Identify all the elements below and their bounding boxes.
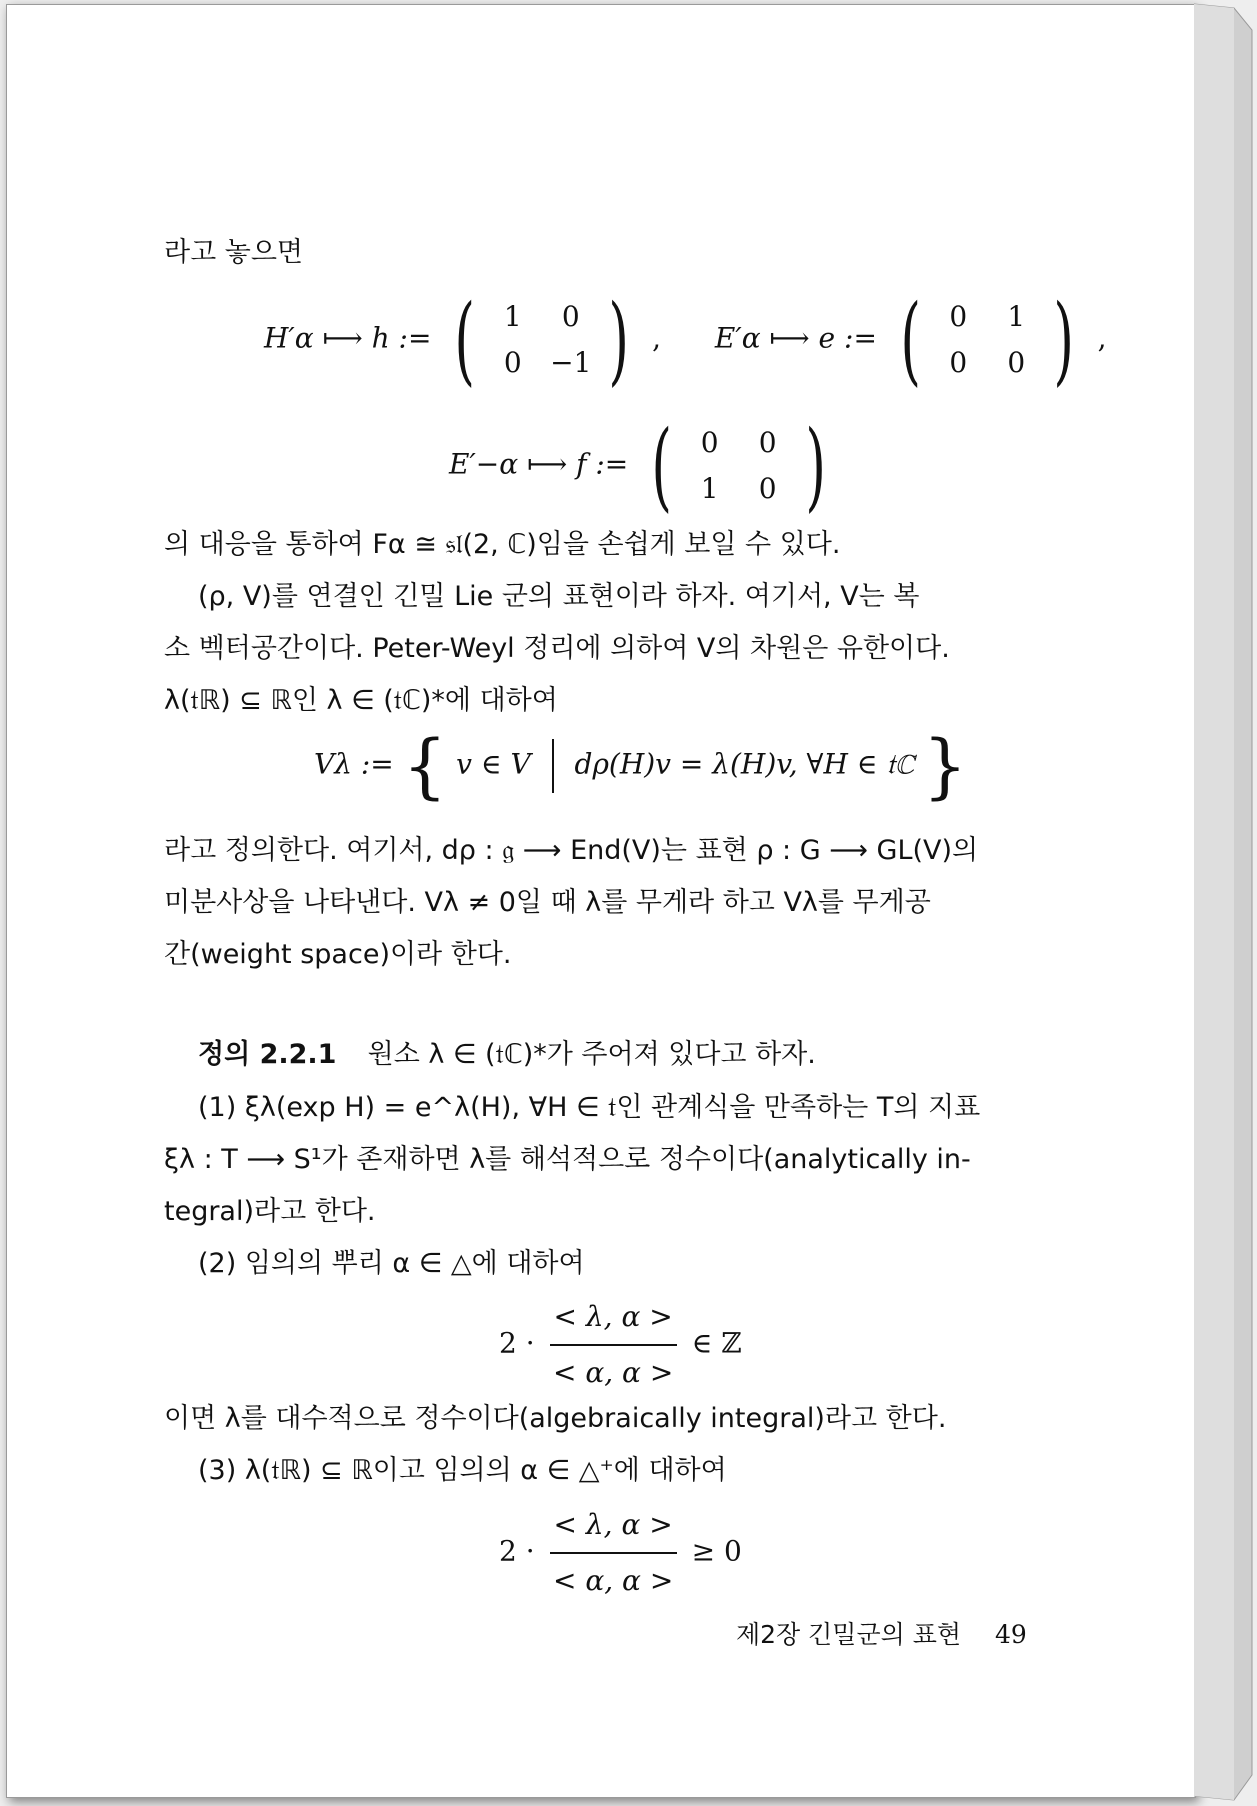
equation-weight-space: Vλ := { v ∈ V dρ(H)v = λ(H)v, ∀H ∈ 𝔱ℂ }	[314, 725, 968, 807]
matrix-h-cell: 1	[503, 300, 522, 333]
matrix-f-cell: 1	[700, 472, 719, 505]
eq1-b-lhs: E′α ⟼ e :=	[714, 321, 877, 355]
text-line-7: 미분사상을 나타낸다. Vλ ≠ 0일 때 λ를 무게라 하고 Vλ를 무게공	[164, 887, 931, 918]
equation-algebraic-integral	[499, 1292, 742, 1398]
eq4-numerator: < λ, α >	[550, 1292, 677, 1346]
matrix-h-cell: 0	[503, 346, 522, 379]
def-item-1a: (1) ξλ(exp H) = e^λ(H), ∀H ∈ 𝔱인 관계식을 만족하는 T의 지표	[198, 1092, 981, 1123]
eq4-pre: 2 ·	[499, 1326, 535, 1360]
page-footer	[736, 1615, 1027, 1651]
eq2-lhs: E′−α ⟼ f :=	[449, 447, 629, 481]
definition-heading	[198, 1030, 816, 1080]
def-item-1c: tegral)라고 한다.	[164, 1196, 376, 1227]
matrix-e-cell: 0	[949, 346, 968, 379]
matrix-f-cell: 0	[758, 426, 777, 459]
definition-label: 정의 2.2.1	[198, 1039, 337, 1070]
text-line-3: (ρ, V)를 연결인 긴밀 Lie 군의 표현이라 하자. 여기서, V는 복	[198, 581, 920, 612]
eq4-post: ∈ ℤ	[691, 1326, 742, 1360]
text-line-4: 소 벡터공간이다. Peter-Weyl 정리에 의하여 V의 차원은 유한이다.	[164, 633, 950, 664]
text-line-5: λ(𝔱ℝ) ⊆ ℝ인 λ ∈ (𝔱ℂ)*에 대하여	[164, 685, 558, 716]
eq5-post: ≥ 0	[691, 1534, 742, 1568]
equation-f	[449, 410, 840, 522]
matrix-e: ( 0 1 0 0 )	[900, 284, 1075, 396]
eq4-denominator: < α, α >	[552, 1356, 674, 1389]
matrix-e-cell: 0	[1007, 346, 1026, 379]
equation-h-e	[264, 284, 1107, 396]
eq1-separator: ,	[652, 321, 662, 355]
eq1-end: ,	[1097, 321, 1107, 355]
eq5-denominator: < α, α >	[552, 1564, 674, 1597]
text-line-2: 의 대응을 통하여 Fα ≅ 𝔰𝔩(2, ℂ)임을 손쉽게 보일 수 있다.	[164, 529, 841, 560]
def-item-2a: (2) 임의의 뿌리 α ∈ △에 대하여	[198, 1248, 585, 1279]
equation-dominant	[499, 1500, 742, 1606]
def-item-3a: (3) λ(𝔱ℝ) ⊆ ℝ이고 임의의 α ∈ △⁺에 대하여	[198, 1455, 727, 1486]
eq5-fraction	[550, 1500, 677, 1606]
text-line-1: 라고 놓으면	[164, 237, 303, 268]
matrix-f-cell: 0	[758, 472, 777, 505]
matrix-f-cell: 0	[700, 426, 719, 459]
page-edge-shadow	[1194, 0, 1257, 1806]
matrix-e-cell: 1	[1007, 300, 1026, 333]
def-item-2b: 이면 λ를 대수적으로 정수이다(algebraically integral)라고 한다.	[164, 1403, 947, 1434]
matrix-h: ( 1 0 0 −1 )	[454, 284, 629, 396]
eq3-lhs: Vλ :=	[314, 747, 394, 781]
matrix-f: ( 0 0 1 0 )	[651, 410, 826, 522]
matrix-h-cell: −1	[550, 346, 592, 379]
text-line-6: 라고 정의한다. 여기서, dρ : 𝔤 ⟶ End(V)는 표현 ρ : G ⟶ GL(V)의	[164, 835, 979, 866]
eq4-fraction	[550, 1292, 677, 1398]
eq3-right: dρ(H)v = λ(H)v, ∀H ∈ 𝔱ℂ	[574, 747, 914, 781]
running-footer: 제2장 긴밀군의 표현	[736, 1620, 961, 1649]
text-line-8: 간(weight space)이라 한다.	[164, 939, 512, 970]
matrix-e-cell: 0	[949, 300, 968, 333]
eq5-pre: 2 ·	[499, 1534, 535, 1568]
eq1-a-lhs: H′α ⟼ h :=	[264, 321, 432, 355]
eq3-left: v ∈ V	[456, 747, 531, 781]
eq5-numerator: < λ, α >	[550, 1500, 677, 1554]
definition-text: 원소 λ ∈ (𝔱ℂ)*가 주어져 있다고 하자.	[367, 1039, 816, 1070]
matrix-h-cell: 0	[561, 300, 580, 333]
def-item-1b: ξλ : T ⟶ S¹가 존재하면 λ를 해석적으로 정수이다(analytically in-	[164, 1144, 971, 1175]
page-number: 49	[994, 1620, 1027, 1649]
